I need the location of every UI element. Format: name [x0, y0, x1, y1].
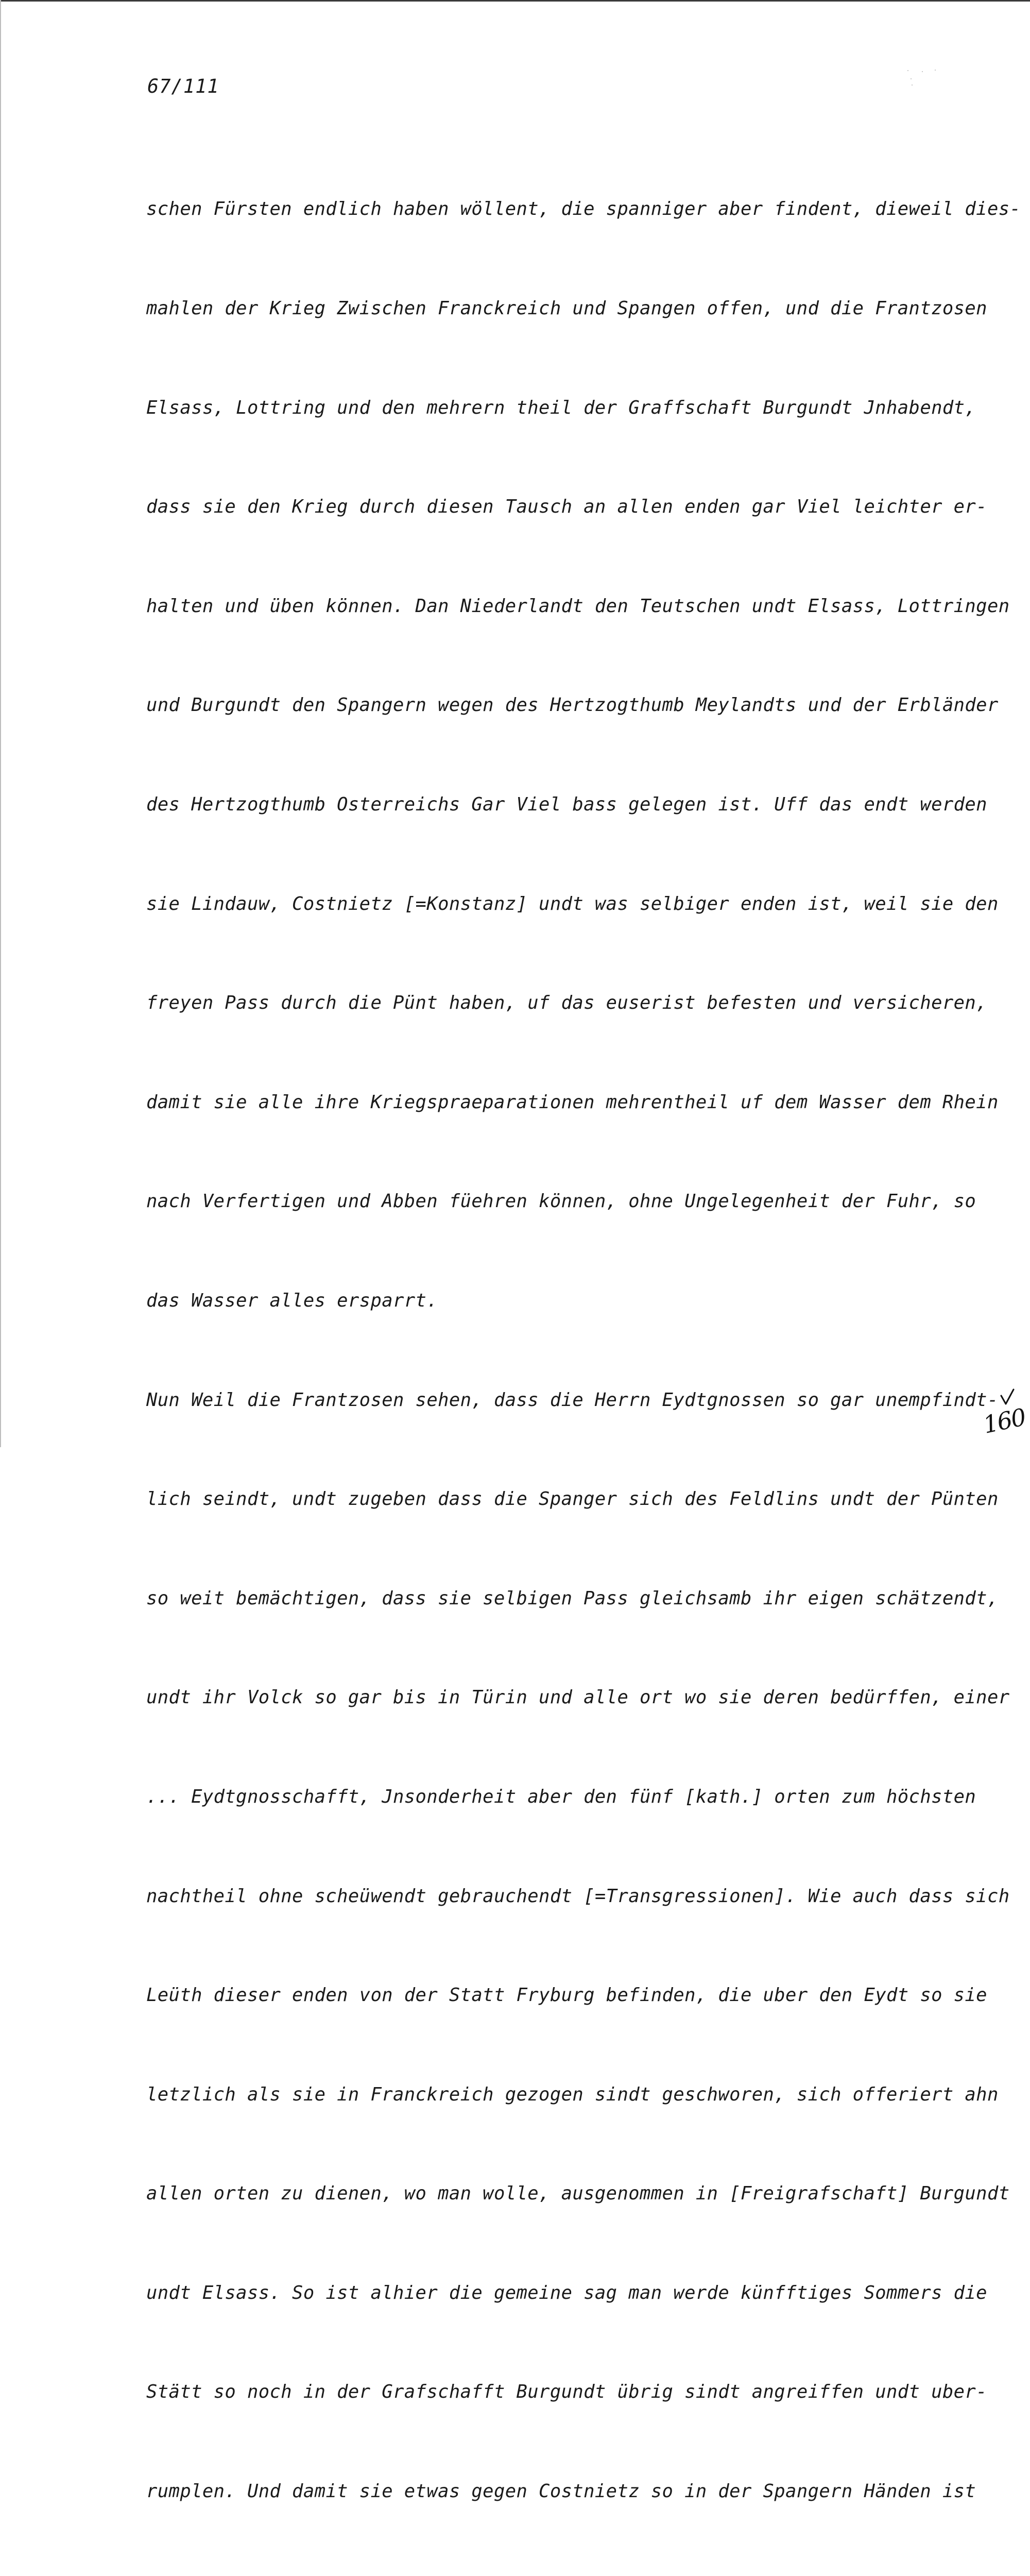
text-line: damit sie alle ihre Kriegspraeparationen mehrentheil uf dem Wasser dem Rhein [146, 1091, 999, 1113]
check-mark-icon [1000, 1388, 1015, 1406]
text-line [146, 2574, 965, 2576]
text-line: mahlen der Krieg Zwischen Franckreich und Spangen offen, und die Frantzosen [146, 298, 987, 319]
text-line: dass sie den Krieg durch diesen Tausch an allen enden gar Viel leichter er- [146, 496, 987, 518]
text-line: rumplen. Und damit sie etwas gegen Costnietz so in der Spangern Händen ist [146, 2481, 976, 2502]
text-line: nach Verfertigen und Abben füehren können, ohne Ungelegenheit der Fuhr, so [146, 1191, 976, 1212]
text-line: halten und üben können. Dan Niederlandt den Teutschen undt Elsass, Lottringen [146, 595, 1010, 617]
text-line: undt ihr Volck so gar bis in Türin und alle ort wo sie deren bedürffen, einer [146, 1687, 1010, 1708]
text-line: sie Lindauw, Costnietz [=Konstanz] undt was selbiger enden ist, weil sie den [146, 893, 999, 914]
text-line: das Wasser alles ersparrt. [146, 1290, 438, 1311]
text-line: allen orten zu dienen, wo man wolle, ausgenommen in [Freigrafschaft] Burgundt [146, 2183, 1010, 2205]
scan-edge-left [0, 0, 1, 1447]
scan-edge-top [0, 0, 1030, 2]
text-line: freyen Pass durch die Pünt haben, uf das euserist befesten und versicheren, [146, 992, 987, 1014]
text-line: schen Fürsten endlich haben wöllent, die spanniger aber findent, dieweil dies- [146, 198, 1021, 220]
text-line: Leüth dieser enden von der Statt Fryburg befinden, die uber den Eydt so sie [146, 1985, 987, 2006]
scan-specks [906, 67, 942, 88]
text-line: Elsass, Lottring und den mehrern theil der Graffschaft Burgundt Jnhabendt, [146, 397, 976, 418]
text-line: lich seindt, undt zugeben dass die Spanger sich des Feldlins undt der Pünten [146, 1488, 999, 1510]
text-line: des Hertzogthumb Osterreichs Gar Viel bass gelegen ist. Uff das endt werden [146, 793, 987, 815]
archive-folio-mark [975, 1388, 1028, 1439]
text-line: Nun Weil die Frantzosen sehen, dass die Herrn Eydtgnossen so gar unempfindt- [146, 1389, 999, 1411]
page-number: 67/111 [147, 75, 219, 97]
text-line: Stätt so noch in der Grafschafft Burgundt übrig sindt angreiffen undt uber- [146, 2381, 987, 2403]
text-line: ... Eydtgnosschafft, Jnsonderheit aber den fünf [kath.] orten zum höchsten [146, 1786, 976, 1807]
folio-number: 160 [981, 1403, 1028, 1439]
text-line: und Burgundt den Spangern wegen des Hertzogthumb Meylandts und der Erbländer [146, 694, 999, 716]
text-line: nachtheil ohne scheüwendt gebrauchendt [=Transgressionen]. Wie auch dass sich [146, 1885, 1010, 1907]
text-line: undt Elsass. So ist alhier die gemeine sag man werde künfftiges Sommers die [146, 2282, 987, 2303]
text-line: letzlich als sie in Franckreich gezogen sindt geschworen, sich offeriert ahn [146, 2083, 999, 2105]
text-line: so weit bemächtigen, dass sie selbigen Pass gleichsamb ihr eigen schätzendt, [146, 1587, 999, 1609]
